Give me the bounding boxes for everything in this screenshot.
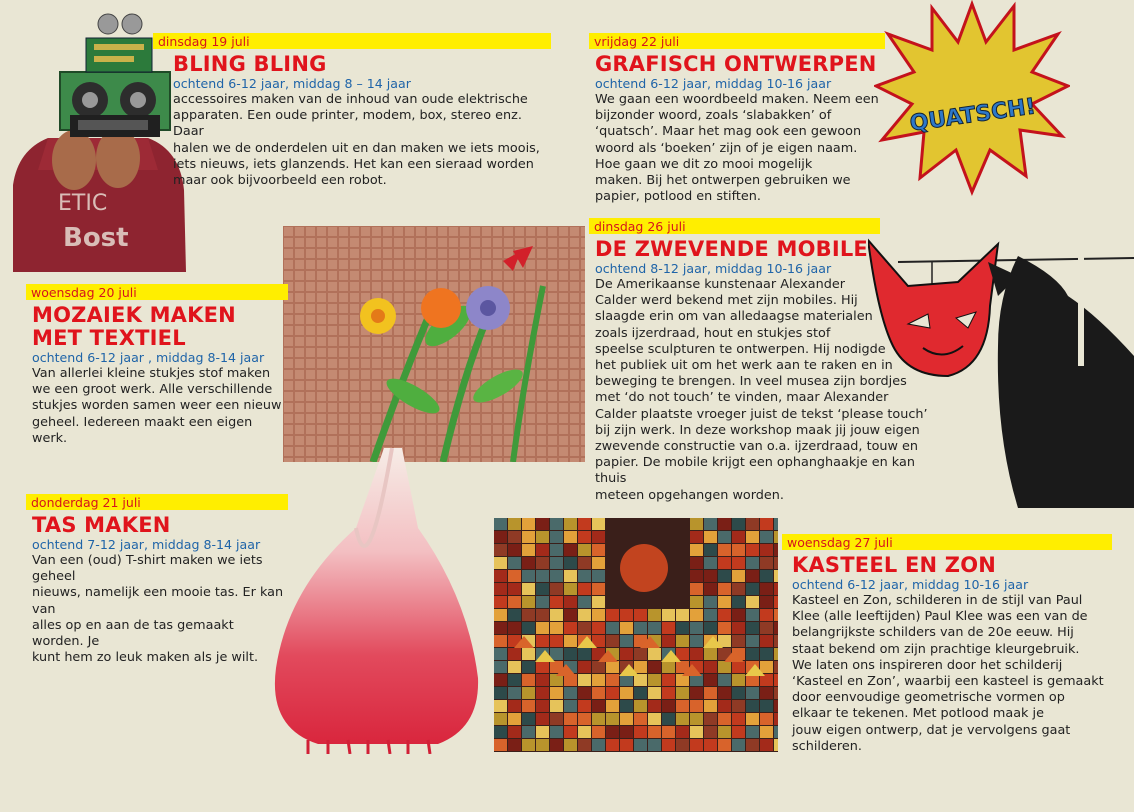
section-date: donderdag 21 juli — [26, 494, 288, 510]
section-title: TAS MAKEN — [32, 513, 171, 537]
section-ages: ochtend 7-12 jaar, middag 8-14 jaar — [32, 537, 261, 552]
svg-text:ETIC: ETIC — [58, 191, 108, 216]
section-body: Van een (oud) T-shirt maken we iets geheel nieuws, namelijk een mooie tas. Er kan van alles op en aan de tas gemaakt worden. Je kunt hem zo leuk maken als je wilt. — [32, 553, 284, 666]
section-zwevende-mobile — [589, 218, 949, 504]
section-title: MOZAIEK MAKEN MET TEXTIEL — [32, 303, 236, 350]
section-date: dinsdag 26 juli — [589, 218, 880, 234]
section-body: We gaan een woordbeeld maken. Neem een bijzonder woord, zoals ‘slabakken’ of ‘quatsch’. Maar het mag ook een gewoon woord als ‘boeken’ zijn of je eigen naam. Hoe gaan we dit zo mooi mogelijk maken. Bij het ontwerpen gebruiken we papier, potlood en stiften. — [595, 92, 879, 205]
section-title: DE ZWEVENDE MOBILE — [595, 237, 868, 261]
section-date: woensdag 20 juli — [26, 284, 288, 300]
section-body: De Amerikaanse kunstenaar Alexander Calder werd bekend met zijn mobiles. Hij slaagde erin om van alledaagse materialen zoals ijzerdraad, hout en stukjes stof speelse sculpturen te ontwerpen. Hij nodigde het publiek uit om het werk aan te raken en in beweging te brengen. In veel musea zijn bordjes met ‘do not touch’ te vinden, maar Alexander Calder plaatste vroeger juist de tekst ‘please touch’ bij zijn werk. In deze workshop maak jij jouw eigen zwevende constructie van o.a. ijzerdraad, touw en papier. De mobile krijgt een ophanghaakje en kan thuis meteen opgehangen worden. — [595, 277, 928, 503]
section-title: KASTEEL EN ZON — [792, 553, 997, 577]
section-ages: ochtend 8-12 jaar, middag 10-16 jaar — [595, 261, 832, 276]
section-body: Van allerlei kleine stukjes stof maken we een groot werk. Alle verschillende stukjes worden samen weer een nieuw geheel. Iedereen maakt een eigen werk. — [32, 366, 282, 446]
section-kasteel-en-zon — [782, 534, 1112, 755]
quatsch-word: QUATSCH! — [908, 94, 1038, 137]
section-grafisch-ontwerpen — [589, 33, 885, 205]
section-body: accessoires maken van de inhoud van oude elektrische apparaten. Een oude printer, modem, box, stereo enz. Daar halen we de onderdelen uit en dan maken we iets moois, iets nieuws, iets glanzends. Het kan een sieraad worden maar ook bijvoorbeeld een robot. — [173, 92, 540, 189]
section-date: woensdag 27 juli — [782, 534, 1112, 550]
section-ages: ochtend 6-12 jaar, middag 10-16 jaar — [792, 577, 1029, 592]
tote-bag-photo — [268, 448, 488, 754]
klee-painting-photo — [494, 518, 778, 752]
section-ages: ochtend 6-12 jaar, middag 10-16 jaar — [595, 76, 832, 91]
section-tas-maken — [26, 494, 288, 666]
section-ages: ochtend 6-12 jaar, middag 8 – 14 jaar — [173, 76, 411, 91]
svg-text:Bost: Bost — [63, 223, 129, 253]
section-body: Kasteel en Zon, schilderen in de stijl van Paul Klee (alle leeftijden) Paul Klee was een van de belangrijkste schilders van de 20e eeuw. Hij staat bekend om zijn prachtige kleurgebruik. We laten ons inspireren door het schilderij ‘Kasteel en Zon’, waarbij een kasteel is gemaakt door eenvoudige geometrische vormen op elkaar te tekenen. Met potlood maak je jouw eigen ontwerp, dat je vervolgens gaat schilderen. — [792, 593, 1104, 754]
quatsch-starburst — [874, 0, 1070, 196]
section-ages: ochtend 6-12 jaar , middag 8-14 jaar — [32, 350, 265, 365]
section-date: vrijdag 22 juli — [589, 33, 885, 49]
section-bling-bling — [153, 33, 551, 189]
mosaic-photo — [283, 226, 585, 462]
section-date: dinsdag 19 juli — [153, 33, 551, 49]
section-title: GRAFISCH ONTWERPEN — [595, 52, 877, 76]
section-title: BLING BLING — [173, 52, 327, 76]
section-mozaiek — [26, 284, 288, 447]
